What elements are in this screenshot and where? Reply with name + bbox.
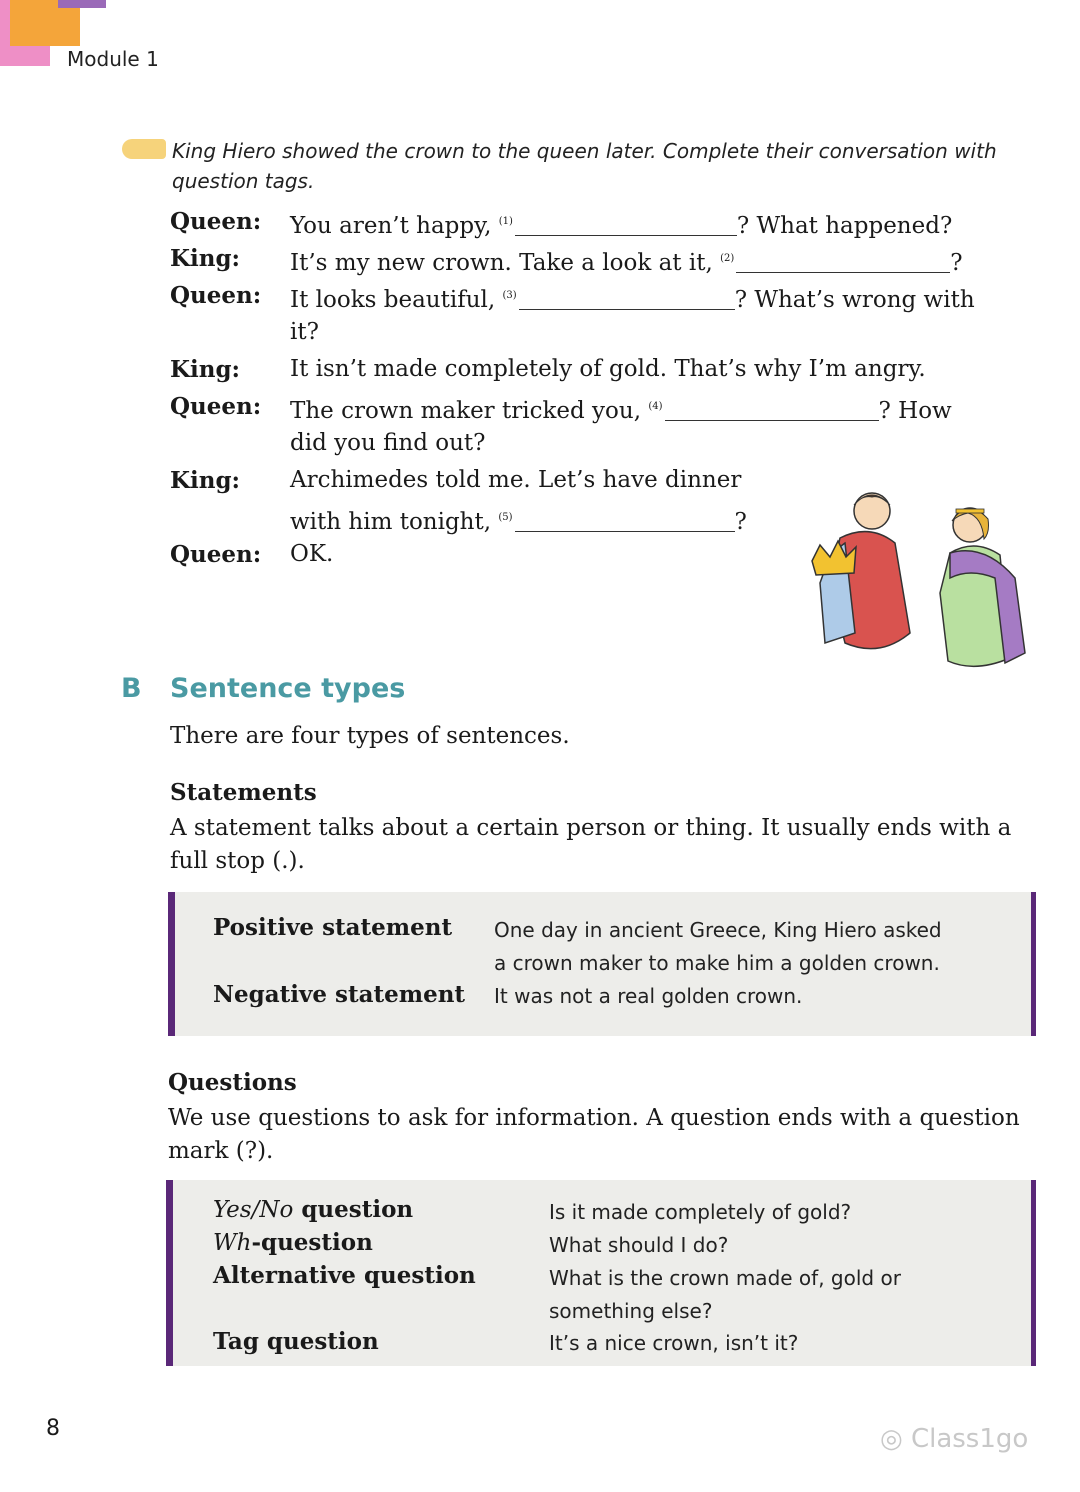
line-text: with him tonight, (290, 509, 492, 535)
answer-blank[interactable] (515, 507, 735, 532)
dialogue-line: Archimedes told me. Let’s have dinner (290, 467, 742, 493)
row-example: It was not a real golden crown. (494, 984, 803, 1008)
speaker: King: (170, 356, 241, 383)
speaker: Queen: (170, 393, 262, 420)
row-label (213, 1229, 373, 1256)
dialogue-line: OK. (290, 541, 334, 567)
label-italic: Yes/No (213, 1197, 294, 1223)
row-example: a crown maker to make him a golden crown. (494, 951, 940, 975)
instruction-marker-icon (122, 139, 166, 159)
row-example: something else? (549, 1299, 713, 1323)
row-example: What should I do? (549, 1233, 729, 1257)
label-italic: Wh (213, 1230, 252, 1256)
dialogue-line-cont: did you find out? (290, 430, 486, 456)
row-label: Tag question (213, 1328, 379, 1355)
questions-box (166, 1180, 1036, 1366)
dialogue-line (290, 203, 1030, 245)
speaker: Queen: (170, 282, 262, 309)
instruction-text: King Hiero showed the crown to the queen later. Complete their conversation with question tags. (172, 139, 997, 193)
answer-blank[interactable] (515, 211, 737, 236)
dialogue-line-cont: it? (290, 319, 319, 345)
speaker: Queen: (170, 541, 262, 568)
row-label (213, 1196, 413, 1223)
row-label: Alternative question (213, 1262, 476, 1289)
watermark-text: Class1go (910, 1424, 1029, 1454)
row-example: One day in ancient Greece, King Hiero asked (494, 918, 942, 942)
line-text: It looks beautiful, (290, 287, 496, 313)
wechat-icon: ◎ (880, 1424, 911, 1454)
blank-number: (3) (502, 290, 517, 301)
line-text: The crown maker tricked you, (290, 398, 642, 424)
section-intro: There are four types of sentences. (170, 723, 570, 749)
questions-desc: mark (?). (168, 1138, 274, 1164)
section-letter: B (121, 673, 142, 704)
statements-desc: full stop (.). (170, 848, 305, 874)
answer-blank[interactable] (736, 248, 950, 273)
blank-number: (2) (720, 253, 735, 264)
module-label: Module 1 (67, 47, 159, 71)
blank-number: (5) (498, 512, 513, 523)
statements-heading: Statements (170, 779, 317, 806)
label-rest: question (293, 1196, 414, 1223)
row-label: Positive statement (213, 914, 453, 941)
line-text: ? (950, 250, 963, 276)
line-text: You aren’t happy, (290, 213, 492, 239)
dialogue-line (290, 277, 1030, 319)
line-text: It’s my new crown. Take a look at it, (290, 250, 713, 276)
questions-heading: Questions (168, 1069, 297, 1096)
blank-number: (4) (648, 401, 663, 412)
blank-number: (1) (498, 216, 513, 227)
line-text: ? (734, 509, 747, 535)
corner-decoration (58, 0, 106, 8)
label-rest: -question (251, 1229, 373, 1256)
king-queen-illustration (800, 483, 1030, 678)
answer-blank[interactable] (519, 285, 735, 310)
speaker: King: (170, 245, 241, 272)
row-label: Negative statement (213, 981, 466, 1008)
line-text: ? What happened? (736, 213, 953, 239)
answer-blank[interactable] (665, 396, 879, 421)
watermark (880, 1424, 1028, 1454)
dialogue-line (290, 388, 1030, 430)
section-title: Sentence types (170, 673, 406, 704)
statements-desc: A statement talks about a certain person or thing. It usually ends with a (170, 815, 1012, 841)
row-example: What is the crown made of, gold or (549, 1266, 901, 1290)
line-text: ? How (878, 398, 952, 424)
page-number: 8 (46, 1416, 60, 1441)
statements-box (168, 892, 1036, 1036)
speaker: Queen: (170, 208, 262, 235)
dialogue-line: It isn’t made completely of gold. That’s why I’m angry. (290, 356, 926, 382)
speaker: King: (170, 467, 241, 494)
questions-desc: We use questions to ask for information. A question ends with a question (168, 1105, 1020, 1131)
row-example: It’s a nice crown, isn’t it? (549, 1331, 799, 1355)
dialogue-line (290, 240, 1030, 282)
row-example: Is it made completely of gold? (549, 1200, 852, 1224)
line-text: ? What’s wrong with (734, 287, 975, 313)
